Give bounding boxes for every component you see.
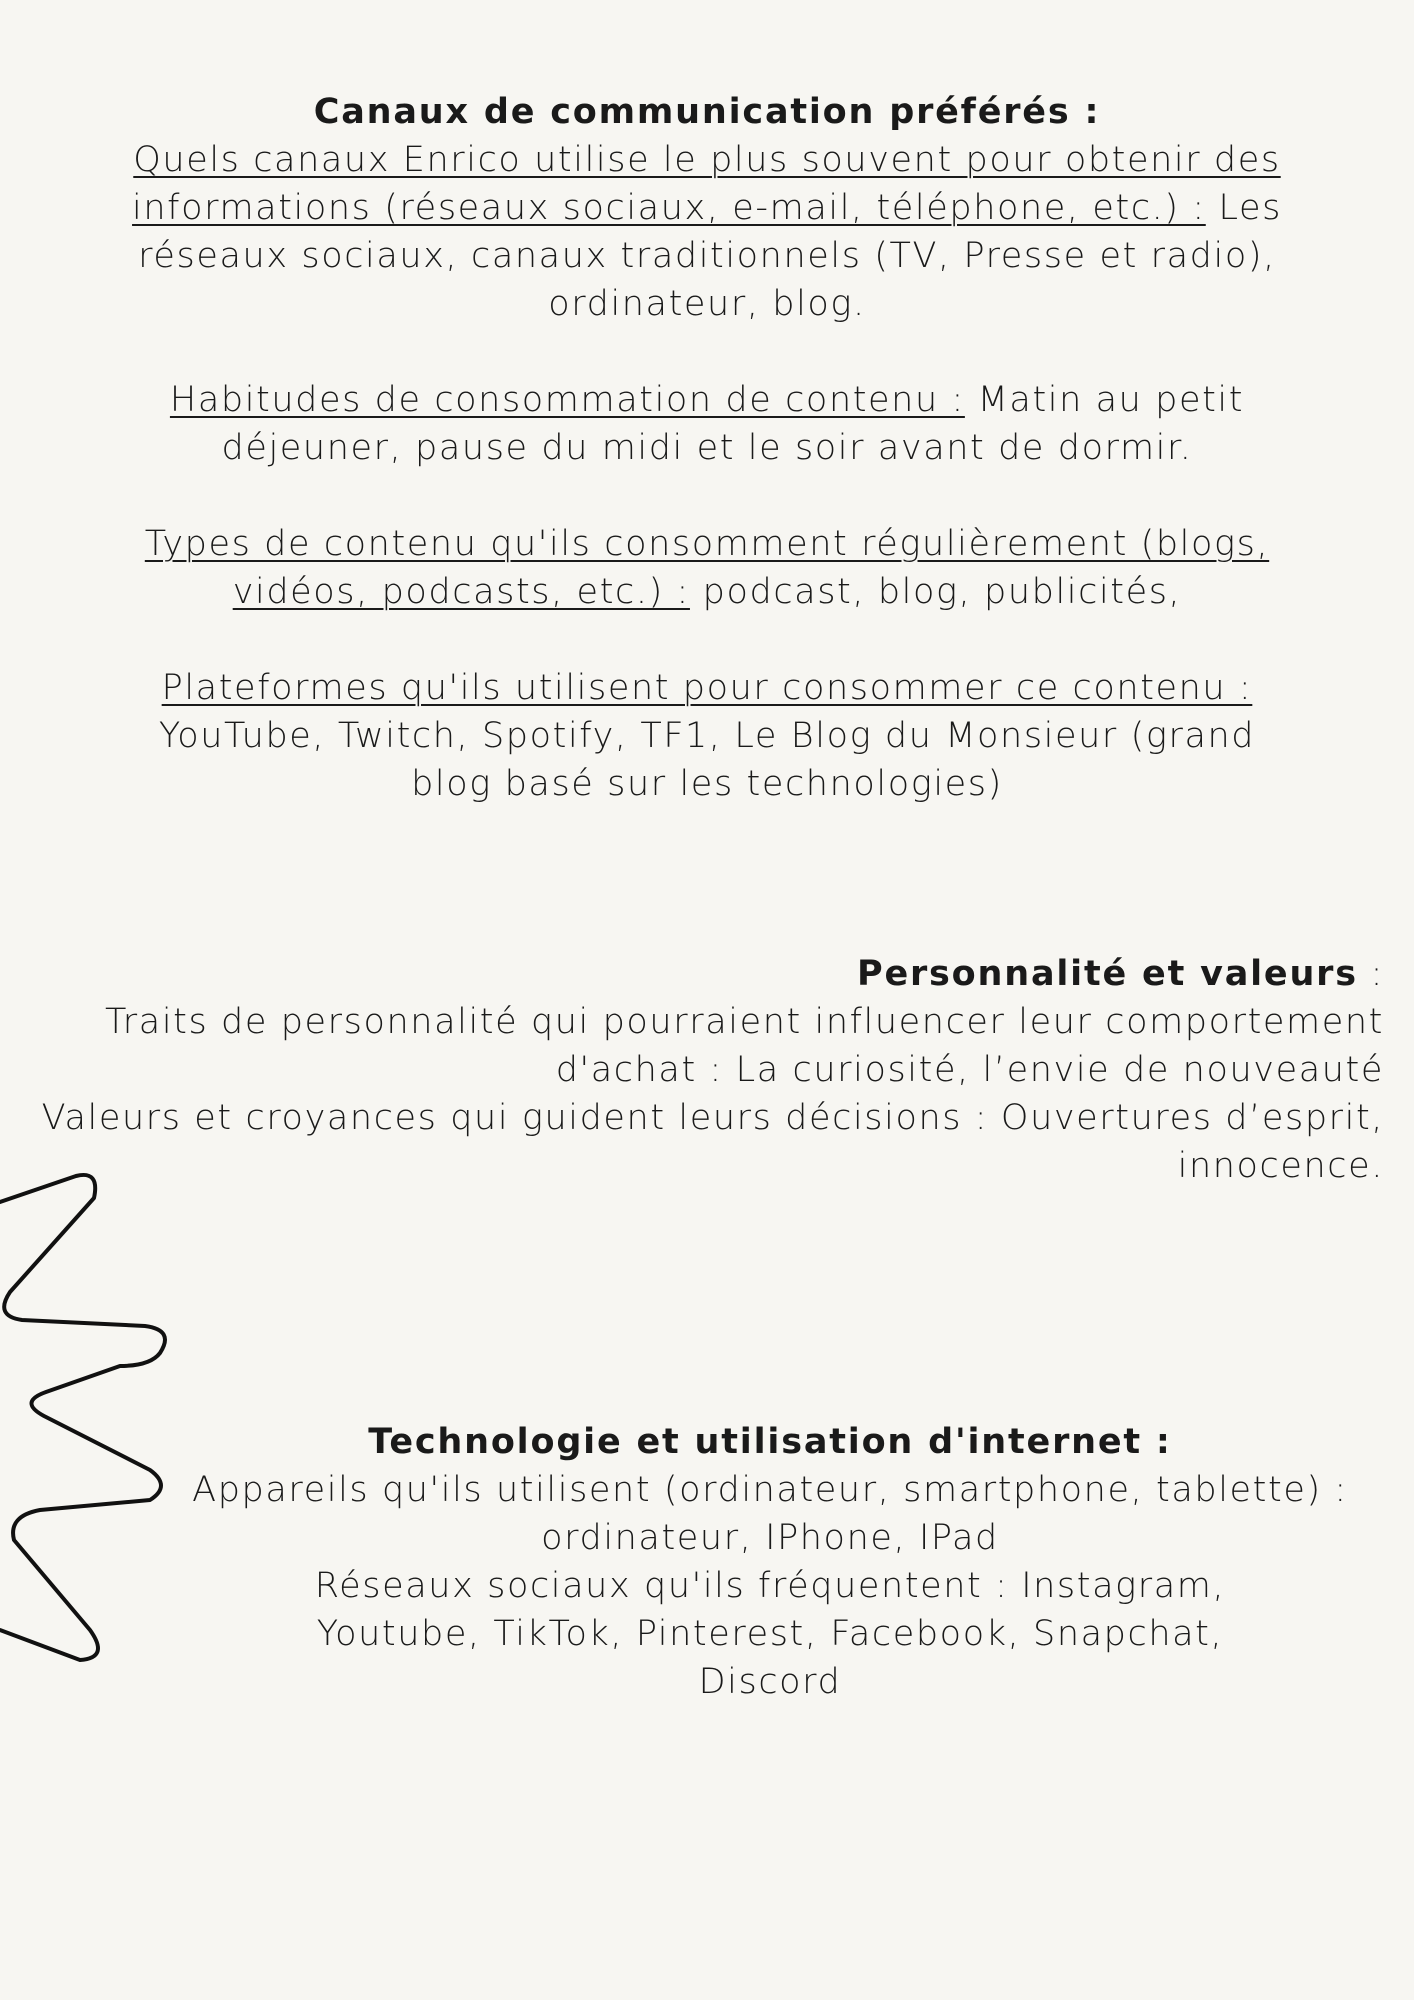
personality-heading-line bbox=[0, 950, 1384, 998]
channels-paragraph bbox=[120, 136, 1294, 328]
values-line-2: innocence. bbox=[1177, 1146, 1384, 1186]
types-paragraph bbox=[120, 520, 1294, 616]
types-question: Types de contenu qu'ils consomment régulièrement (blogs, vidéos, podcasts, etc.) : bbox=[144, 524, 1270, 612]
types-answer: podcast, blog, publicités, bbox=[689, 572, 1182, 612]
traits-line-2: d'achat : La curiosité, l’envie de nouveauté bbox=[555, 1050, 1384, 1090]
habits-answer: Matin au petit déjeuner, pause du midi et le soir avant de dormir. bbox=[221, 380, 1245, 468]
platforms-question: Plateformes qu'ils utilisent pour consommer ce contenu : bbox=[161, 668, 1253, 708]
personality-heading: Personnalité et valeurs bbox=[857, 954, 1358, 994]
technology-section bbox=[180, 1418, 1360, 1706]
communication-section bbox=[120, 88, 1294, 808]
platforms-paragraph bbox=[120, 664, 1294, 808]
personality-section bbox=[0, 950, 1384, 1190]
traits-line-1: Traits de personnalité qui pourraient influencer leur comportement bbox=[104, 1002, 1384, 1042]
devices-paragraph: Appareils qu'ils utilisent (ordinateur, smartphone, tablette) : ordinateur, IPhone, IPad bbox=[192, 1470, 1348, 1558]
technology-heading: Technologie et utilisation d'internet : bbox=[368, 1422, 1172, 1462]
personality-heading-suffix: : bbox=[1357, 954, 1384, 994]
channels-answer: Les réseaux sociaux, canaux traditionnels (TV, Presse et radio), ordinateur, blog. bbox=[138, 188, 1282, 324]
habits-question: Habitudes de consommation de contenu : bbox=[169, 380, 965, 420]
values-line-1: Valeurs et croyances qui guident leurs décisions : Ouvertures d’esprit, bbox=[41, 1098, 1384, 1138]
squiggle-line bbox=[0, 1175, 165, 1660]
squiggle-decoration bbox=[0, 1170, 180, 1750]
channels-question: Quels canaux Enrico utilise le plus souvent pour obtenir des informations (réseaux sociaux, e-mail, téléphone, etc.) : bbox=[132, 140, 1281, 228]
habits-paragraph bbox=[120, 376, 1294, 472]
social-paragraph: Réseaux sociaux qu'ils fréquentent : Instagram, Youtube, TikTok, Pinterest, Facebook, Snapchat, Discord bbox=[314, 1566, 1226, 1702]
platforms-answer: YouTube, Twitch, Spotify, TF1, Le Blog du Monsieur (grand blog basé sur les technologies) bbox=[158, 716, 1256, 804]
communication-heading: Canaux de communication préférés : bbox=[313, 92, 1101, 132]
